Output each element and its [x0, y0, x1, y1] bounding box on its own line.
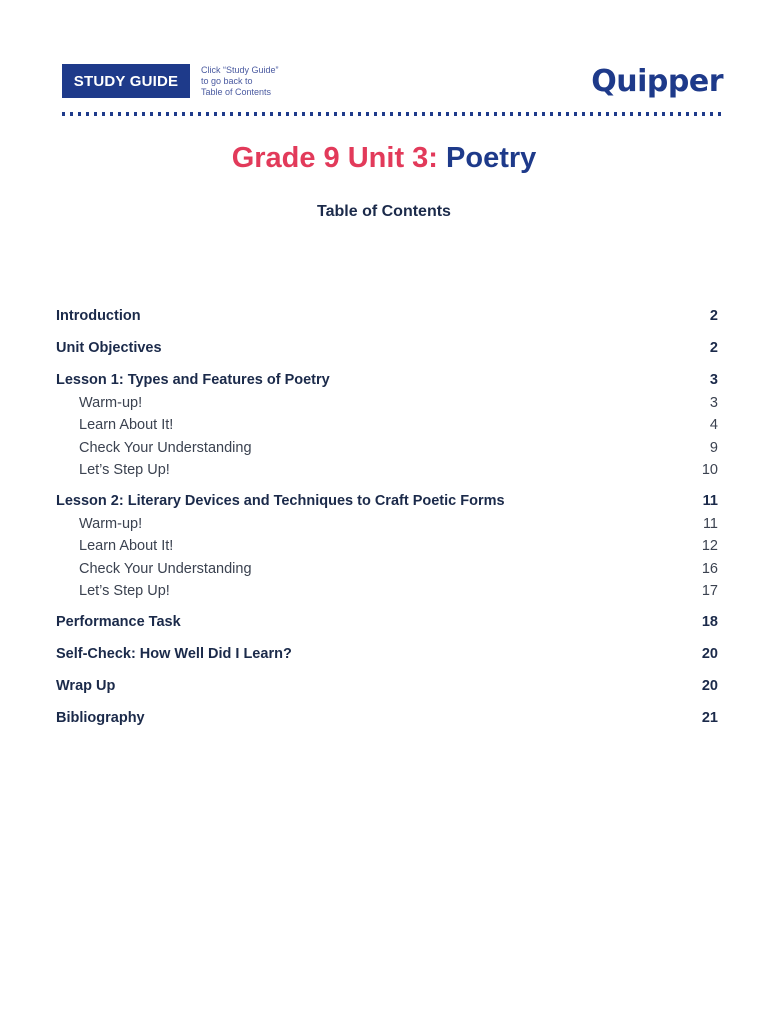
toc-item-page: 20 [701, 646, 718, 663]
toc-item-lesson-1-warm-up[interactable] [56, 392, 718, 415]
hint-line-1: Click “Study Guide” [201, 65, 279, 75]
toc-item-label: Lesson 2: Literary Devices and Techniques to Craft Poetic Forms [56, 493, 505, 510]
toc-item-lesson-2-warm-up[interactable] [56, 513, 718, 536]
toc-item-wrap-up[interactable] [56, 675, 718, 698]
quipper-logo: Quipper [591, 64, 723, 99]
toc-item-page: 10 [701, 462, 718, 479]
title-subject: Poetry [446, 142, 537, 174]
toc-item-page: 4 [709, 417, 718, 434]
toc-item-lesson-2[interactable] [56, 490, 718, 513]
toc-item-label: Self-Check: How Well Did I Learn? [56, 646, 292, 663]
toc-item-unit-objectives[interactable] [56, 337, 718, 360]
toc-item-label: Bibliography [56, 710, 145, 727]
toc-item-lesson-1-step-up[interactable] [56, 459, 718, 482]
toc-item-label: Learn About It! [79, 538, 174, 555]
toc-item-page: 3 [709, 372, 718, 389]
toc-item-lesson-2-step-up[interactable] [56, 580, 718, 603]
toc-item-label: Check Your Understanding [79, 560, 252, 577]
hint-line-3: Table of Contents [201, 87, 272, 97]
page-header [0, 0, 768, 120]
toc-item-label: Warm-up! [79, 394, 143, 411]
toc-item-label: Performance Task [56, 614, 181, 631]
toc-item-label: Warm-up! [79, 515, 143, 532]
toc-item-label: Let’s Step Up! [79, 583, 170, 600]
toc-item-label: Let’s Step Up! [79, 462, 170, 479]
toc-item-lesson-2-check-understanding[interactable] [56, 558, 718, 581]
toc-item-lesson-2-learn-about-it[interactable] [56, 535, 718, 558]
hint-line-2: to go back to [201, 76, 253, 86]
page-title [0, 138, 768, 178]
toc-item-page: 11 [702, 493, 718, 510]
toc-item-label: Introduction [56, 308, 141, 325]
toc-item-page: 16 [701, 560, 718, 577]
study-guide-hint [201, 65, 311, 98]
toc-item-page: 20 [701, 678, 718, 695]
toc-item-page: 2 [709, 340, 718, 357]
toc-item-label: Lesson 1: Types and Features of Poetry [56, 372, 330, 389]
toc-item-page: 18 [701, 614, 718, 631]
toc-item-page: 2 [709, 308, 718, 325]
toc-item-label: Check Your Understanding [79, 439, 252, 456]
toc-item-page: 9 [709, 439, 718, 456]
title-grade-unit: Grade 9 Unit 3: [231, 142, 438, 174]
table-of-contents [56, 305, 718, 730]
toc-item-self-check[interactable] [56, 643, 718, 666]
toc-item-label: Wrap Up [56, 678, 116, 695]
toc-item-lesson-1[interactable] [56, 369, 718, 392]
toc-heading: Table of Contents [317, 203, 451, 220]
toc-item-page: 11 [702, 515, 718, 532]
toc-item-page: 21 [701, 710, 718, 727]
toc-item-performance-task[interactable] [56, 611, 718, 634]
study-guide-button[interactable]: STUDY GUIDE [62, 64, 190, 98]
toc-item-introduction[interactable] [56, 305, 718, 328]
toc-item-page: 17 [701, 583, 718, 600]
toc-item-bibliography[interactable] [56, 707, 718, 730]
toc-item-label: Learn About It! [79, 417, 174, 434]
toc-item-lesson-1-learn-about-it[interactable] [56, 414, 718, 437]
toc-item-lesson-1-check-understanding[interactable] [56, 437, 718, 460]
toc-item-page: 3 [709, 394, 718, 411]
toc-item-page: 12 [701, 538, 718, 555]
dotted-divider [62, 112, 722, 116]
toc-item-label: Unit Objectives [56, 340, 162, 357]
